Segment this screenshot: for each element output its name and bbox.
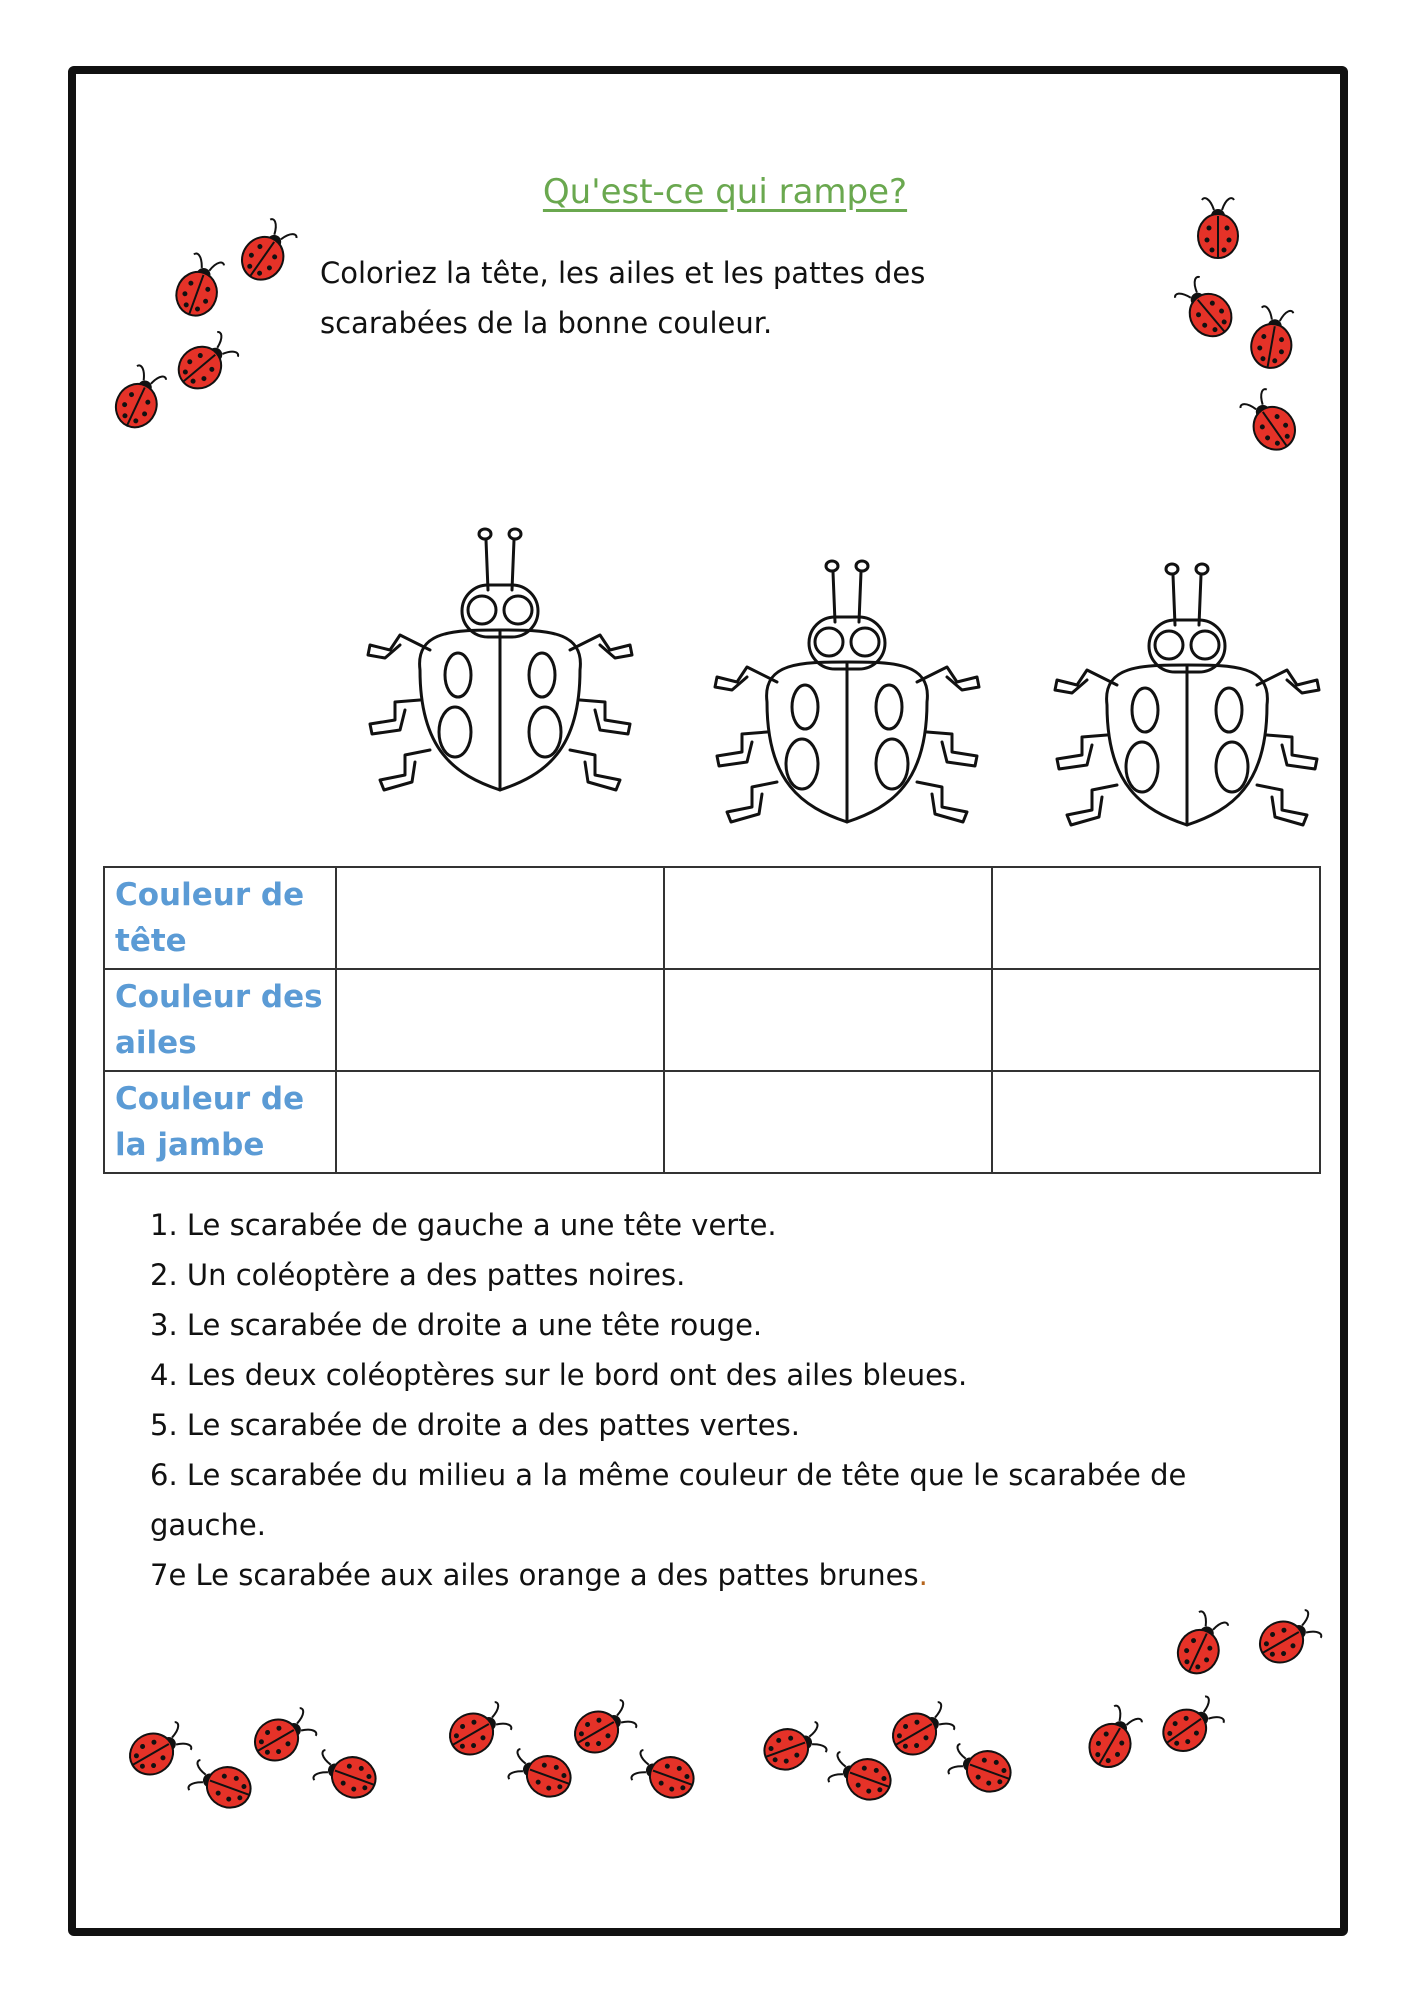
row-header: Couleur de tête (104, 867, 336, 969)
list-item: 3. Le scarabée de droite a une tête rouge. (150, 1308, 763, 1342)
answer-cell[interactable] (992, 1071, 1320, 1173)
clue-list (150, 1200, 1280, 1600)
table-row (104, 1071, 1320, 1173)
answer-cell[interactable] (664, 867, 992, 969)
list-item: 5. Le scarabée de droite a des pattes vertes. (150, 1408, 800, 1442)
list-item (150, 1550, 1280, 1600)
answer-cell[interactable] (336, 867, 664, 969)
answer-table (103, 866, 1321, 1174)
trailing-dot: . (918, 1558, 928, 1592)
list-item: 2. Un coléoptère a des pattes noires. (150, 1258, 686, 1292)
clue-text: 7e Le scarabée aux ailes orange a des pattes brunes (150, 1558, 919, 1592)
list-item: 1. Le scarabée de gauche a une tête verte. (150, 1208, 777, 1242)
table-row (104, 867, 1320, 969)
answer-cell[interactable] (992, 867, 1320, 969)
row-header: Couleur de la jambe (104, 1071, 336, 1173)
list-item: 6. Le scarabée du milieu a la même couleur de tête que le scarabée de gauche. (150, 1458, 1187, 1542)
answer-cell[interactable] (992, 969, 1320, 1071)
instructions-text: Coloriez la tête, les ailes et les pattes des scarabées de la bonne couleur. (320, 256, 926, 340)
answer-cell[interactable] (664, 1071, 992, 1173)
list-item: 4. Les deux coléoptères sur le bord ont des ailes bleues. (150, 1358, 968, 1392)
page-title: Qu'est-ce qui rampe? (542, 172, 908, 212)
table-row (104, 969, 1320, 1071)
answer-cell[interactable] (336, 969, 664, 1071)
answer-cell[interactable] (336, 1071, 664, 1173)
answer-cell[interactable] (664, 969, 992, 1071)
row-header: Couleur des ailes (104, 969, 336, 1071)
